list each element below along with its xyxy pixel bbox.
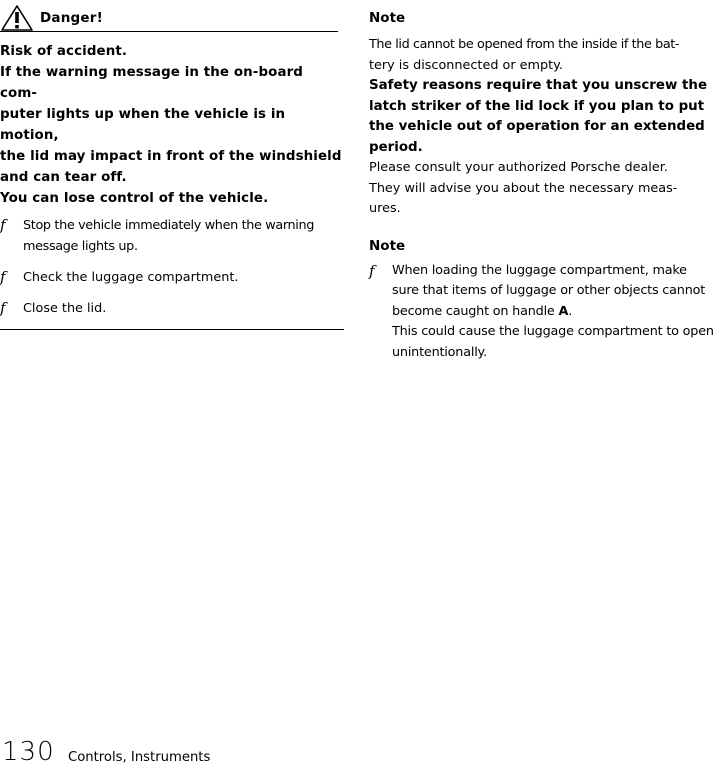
danger-line: You can lose control of the vehicle.	[0, 191, 269, 206]
danger-title: Danger!	[40, 10, 103, 26]
step-text: When loading the luggage compartment, make sure that items of luggage or other objects cannot become caught on handle	[392, 262, 706, 319]
step-text: Stop the vehicle immediately when the warning message lights up.	[23, 218, 315, 254]
danger-line: and can tear off.	[0, 170, 127, 185]
note2	[369, 234, 715, 364]
section-title: Controls, Instruments	[68, 750, 211, 765]
danger-steps	[0, 215, 344, 319]
step-text-end: .	[568, 303, 573, 319]
note-title: Note	[369, 237, 406, 254]
step-continuation: This could cause the luggage compartment to open unintentionally.	[392, 324, 714, 360]
right-column	[369, 6, 715, 363]
danger-line: If the warning message in the on-board com-	[0, 65, 303, 101]
step-item	[369, 261, 715, 364]
danger-line: the lid may impact in front of the windshield	[0, 149, 342, 164]
bullet-icon: f	[0, 216, 6, 234]
step-text: Check the luggage compartment.	[23, 270, 239, 285]
divider	[0, 329, 344, 330]
bullet-icon: f	[0, 268, 6, 286]
warning-triangle-icon	[0, 4, 34, 32]
step-item	[0, 267, 344, 288]
note-line: tery is disconnected or empty.	[369, 57, 563, 73]
note-body	[369, 35, 715, 220]
note-line: Please consult your authorized Porsche dealer.	[369, 160, 668, 175]
danger-line: Risk of accident.	[0, 44, 128, 59]
page-footer	[0, 737, 400, 771]
step-text: Close the lid.	[23, 301, 107, 316]
note-line: ures.	[369, 201, 401, 216]
left-column	[0, 6, 344, 330]
note-line: The lid cannot be opened from the inside if the bat-	[369, 37, 680, 52]
handle-label: A	[558, 303, 569, 319]
note-line: They will advise you about the necessary meas-	[369, 180, 678, 196]
danger-message	[0, 41, 344, 209]
danger-header	[0, 6, 338, 32]
step-item	[0, 298, 344, 319]
danger-line: puter lights up when the vehicle is in motion,	[0, 107, 286, 143]
step-item	[0, 215, 344, 257]
page-number: 130	[2, 737, 55, 767]
note-bold-text: Safety reasons require that you unscrew the latch striker of the lid lock if you plan to put the vehicle out of operation for an extended period.	[369, 78, 708, 155]
note-title: Note	[369, 10, 406, 26]
bullet-icon: f	[369, 261, 375, 280]
bullet-icon: f	[0, 299, 6, 317]
